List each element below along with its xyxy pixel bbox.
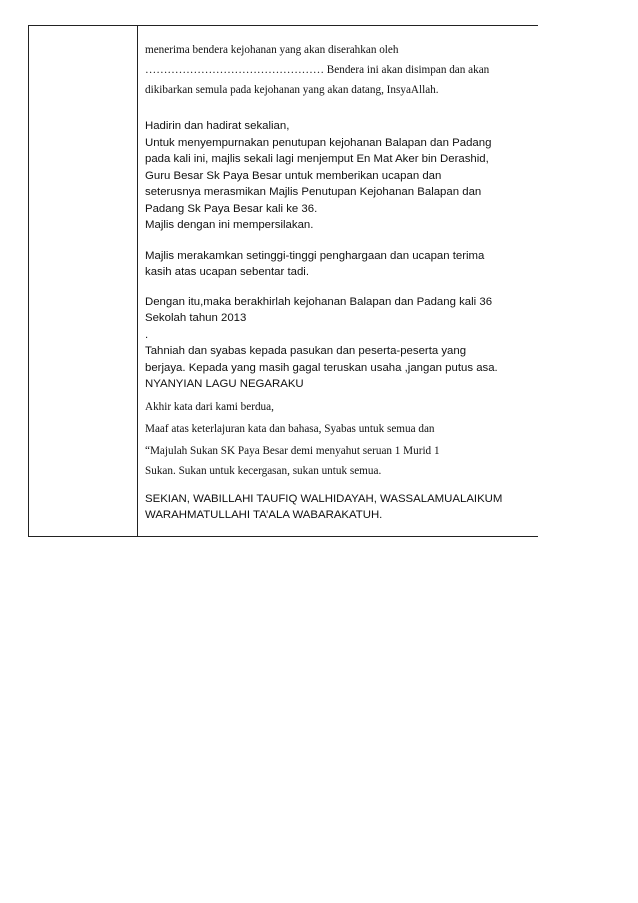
congratulations-paragraph	[145, 343, 537, 393]
text-line: .	[145, 328, 149, 341]
text-line: pada kali ini, majlis sekali lagi menjemput En Mat Aker bin Derashid,	[145, 153, 489, 165]
closing-paragraph	[145, 294, 537, 344]
text-line: Dengan itu,maka berakhirlah kejohanan Balapan dan Padang kali 36	[145, 295, 493, 308]
flag-handover-paragraph	[145, 40, 537, 100]
text-line: Padang Sk Paya Besar kali ke 36.	[145, 202, 318, 215]
text-line: Majlis dengan ini mempersilakan.	[145, 219, 314, 231]
text-line: menerima bendera kejohanan yang akan diserahkan oleh	[145, 44, 399, 56]
appreciation-paragraph	[145, 248, 537, 281]
invitation-paragraph	[145, 118, 537, 234]
apology-paragraph	[145, 419, 537, 439]
text-line: Sukan. Sukan untuk kecergasan, sukan untuk semua.	[145, 464, 382, 477]
text-line: ………………………………………… Bendera ini akan disimpan dan akan	[145, 64, 490, 76]
text-line: Akhir kata dari kami berdua,	[145, 400, 274, 413]
text-line: dikibarkan semula pada kejohanan yang akan datang, InsyaAllah.	[145, 84, 439, 96]
slogan-paragraph	[145, 441, 537, 481]
text-line: SEKIAN, WABILLAHI TAUFIQ WALHIDAYAH, WASSALAMUALAIKUM	[145, 492, 503, 505]
text-line: kasih atas ucapan sebentar tadi.	[145, 266, 310, 278]
script-table	[28, 25, 538, 537]
text-line: Untuk menyempurnakan penutupan kejohanan Balapan dan Padang	[145, 136, 492, 149]
text-line: seterusnya merasmikan Majlis Penutupan Kejohanan Balapan dan	[145, 186, 482, 198]
text-line: WARAHMATULLAHI TA’ALA WABARAKATUH.	[145, 509, 383, 521]
text-line: berjaya. Kepada yang masih gagal teruskan usaha ,jangan putus asa.	[145, 361, 498, 374]
text-line: Maaf atas keterlajuran kata dan bahasa, Syabas untuk semua dan	[145, 422, 435, 435]
text-line: Sekolah tahun 2013	[145, 312, 247, 324]
text-line: Tahniah dan syabas kepada pasukan dan peserta-peserta yang	[145, 345, 467, 357]
text-line: NYANYIAN LAGU NEGARAKU	[145, 378, 304, 390]
script-text-cell	[145, 40, 537, 524]
text-line: Hadirin dan hadirat sekalian,	[145, 120, 290, 132]
text-line: Guru Besar Sk Paya Besar untuk memberikan ucapan dan	[145, 169, 442, 182]
final-words-paragraph	[145, 397, 537, 417]
text-line: “Majulah Sukan SK Paya Besar demi menyahut seruan 1 Murid 1	[145, 444, 440, 457]
left-column-cell	[28, 26, 138, 536]
farewell-paragraph	[145, 491, 537, 524]
text-line: Majlis merakamkan setinggi-tinggi penghargaan dan ucapan terima	[145, 249, 485, 262]
